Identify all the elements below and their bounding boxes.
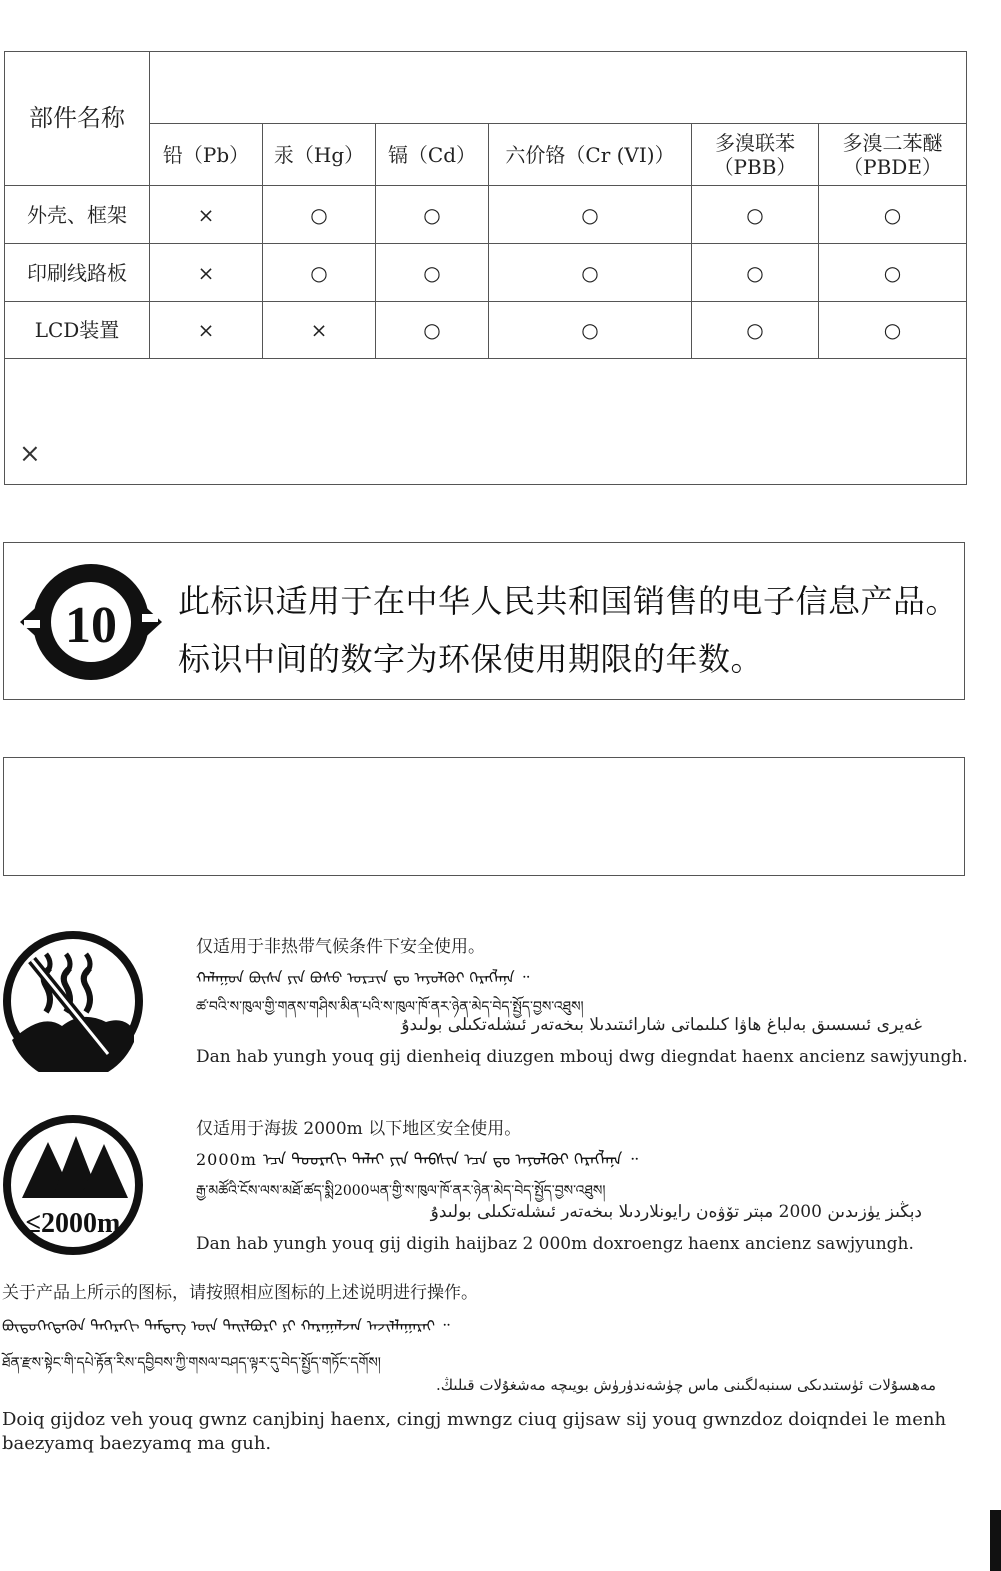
substance-column-header [150, 124, 263, 186]
part-name-header: 部件名称 [5, 52, 150, 186]
altitude-uyghur: دېڭىز يۈزىدىن 2000 مېتر تۆۋەن رايونلاردىلا بىخەتەر ئىشلەتكىلى بولىدۇ [430, 1202, 922, 1222]
climate-zh: 仅适用于非热带气候条件下安全使用。 [196, 937, 485, 957]
substance-status-cell: ○ [376, 186, 489, 244]
substance-status-cell: ○ [489, 302, 692, 359]
substance-column-label: 六价铬（Cr (VI)） [505, 142, 675, 167]
climate-tibetan: ཚ་བའི་ས་ཁུལ་གྱི་གནས་གཤིས་མིན་པའི་ས་ཁུལ་ཁོ་ནར་ཉེན་མེད་བེད་སྤྱོད་བྱས་འཐུས། [196, 999, 584, 1015]
substance-column-label: （PBB） [713, 154, 797, 179]
substance-status-cell: ○ [376, 244, 489, 302]
substance-column-header [376, 124, 489, 186]
substance-column-label: 多溴联苯 [715, 130, 795, 155]
substance-column-header [819, 124, 967, 186]
substance-status-cell: ○ [819, 186, 967, 244]
part-name-cell: 印刷线路板 [5, 244, 150, 302]
substance-status-cell: × [150, 186, 263, 244]
substance-column-label: （PBDE） [843, 154, 942, 179]
substance-status-cell: ○ [263, 186, 376, 244]
substance-column-label: 汞（Hg） [273, 142, 365, 167]
efup-line-1: 此标识适用于在中华人民共和国销售的电子信息产品。 [178, 582, 959, 620]
altitude-zh: 仅适用于海拔 2000m 以下地区安全使用。 [196, 1119, 522, 1139]
general-mongolian: ᠪᠦᠲᠦᠭᠡᠭᠳᠡᠬᠦᠨ ᠳᠡᠭᠡᠷᠡᠬᠢ ᠲᠡᠮᠳᠡᠭ ᠦᠨ ᠲᠠᠢᠯᠪᠤᠷᠢ ᠶᠢ ᠬᠠᠷᠠᠭᠠᠯᠵᠠᠨ ᠠᠵᠢᠯᠯᠠᠭᠠᠷᠠᠢ ᠃ [2, 1317, 450, 1335]
substance-status-cell: ○ [692, 244, 819, 302]
general-zh: 关于产品上所示的图标，请按照相应图标的上述说明进行操作。 [2, 1283, 478, 1303]
substance-status-cell: ○ [489, 244, 692, 302]
substance-status-cell: × [150, 302, 263, 359]
substance-status-cell: ○ [489, 186, 692, 244]
altitude-tibetan: རྒྱ་མཚོའི་ངོས་ལས་མཐོ་ཚད་སྨི2000ཡན་གྱི་ས་ཁུལ་ཁོ་ནར་ཉེན་མེད་བེད་སྤྱོད་བྱས་འཐུས། [196, 1183, 606, 1199]
blank-box [3, 757, 965, 876]
climate-uyghur: غەيرى ئىسسىق بەلباغ ھاۋا كىلىماتى شارائىتىدىلا بىخەتەر ئىشلەتكىلى بولىدۇ [401, 1015, 922, 1035]
table-row [5, 186, 967, 244]
substance-column-header [692, 124, 819, 186]
climate-mongolian: ᠬᠠᠯᠠᠭᠤᠨ ᠪᠦᠰᠡ ᠶᠢᠨ ᠪᠤᠰᠤ ᠤᠷᠴᠢᠨ ᠳᠤ ᠠᠶᠤᠯᠭᠦᠢ ᠬᠡᠷᠡᠭᠯᠡᠨᠡ ᠃ [196, 969, 530, 987]
altitude-icon-label: ≤2000m [25, 1208, 121, 1239]
table-row [5, 244, 967, 302]
efup-logo-icon [18, 560, 164, 684]
non-tropical-climate-icon [2, 930, 144, 1072]
substance-column-label: 多溴二苯醚 [842, 130, 943, 155]
substance-status-cell: ○ [819, 302, 967, 359]
climate-zhuang: Dan hab yungh youq gij dienheiq diuzgen mbouj dwg diegndat haenx ancienz sawjyungh. [196, 1047, 968, 1067]
table-row [5, 302, 967, 359]
hazardous-substance-table [4, 51, 967, 485]
substance-status-cell: ○ [692, 302, 819, 359]
altitude-limit-icon [2, 1114, 144, 1256]
substance-group-header [150, 52, 967, 124]
substance-status-cell: × [263, 302, 376, 359]
efup-number: 10 [65, 597, 117, 654]
substance-column-header [489, 124, 692, 186]
substance-status-cell: ○ [692, 186, 819, 244]
substance-column-header [263, 124, 376, 186]
substance-status-cell: × [150, 244, 263, 302]
substance-column-label: 铅（Pb） [162, 142, 250, 167]
general-uyghur: مەھسۇلات ئۈستىدىكى سىنبەلگىنى ماس چۈشەندۈرۈش بويىچە مەشغۇلات قىلىڭ. [435, 1376, 936, 1394]
substance-column-label: 镉（Cd） [387, 142, 477, 167]
substance-status-cell: ○ [819, 244, 967, 302]
altitude-zhuang: Dan hab yungh youq gij digih haijbaz 2 000m doxroengz haenx ancienz sawjyungh. [196, 1234, 914, 1254]
part-name-cell: LCD装置 [5, 302, 150, 359]
table-footnote: × [5, 359, 967, 485]
altitude-mongolian: 2000m ᠡᠴᠡ ᠳᠣᠣᠷᠠᠬᠢ ᠳᠠᠯᠠᠢ ᠶᠢᠨ ᠲᠡᠪᠰᠢᠨ ᠡᠴᠡ ᠳᠤ ᠠᠶᠤᠯᠭᠦᠢ ᠬᠡᠷᠡᠭᠯᠡᠨᠡ ᠃ [196, 1150, 638, 1169]
page-edge-tab [990, 1510, 1001, 1571]
substance-status-cell: ○ [263, 244, 376, 302]
part-name-cell: 外壳、框架 [5, 186, 150, 244]
substance-status-cell: ○ [376, 302, 489, 359]
general-tibetan: ཐོན་རྫས་སྟེང་གི་དཔེ་རྟོན་རིས་དབྱིབས་ཀྱི་གསལ་བཤད་ལྟར་དུ་བེད་སྤྱོད་གཏོང་དགོས། [2, 1355, 381, 1371]
general-zhuang: Doiq gijdoz veh youq gwnz canjbinj haenx, cingj mwngz ciuq gijsaw sij youq gwnzdoz doiqndei le menh baezyamq baezyamq ma guh. [2, 1409, 947, 1454]
efup-line-2: 标识中间的数字为环保使用期限的年数。 [178, 640, 764, 678]
